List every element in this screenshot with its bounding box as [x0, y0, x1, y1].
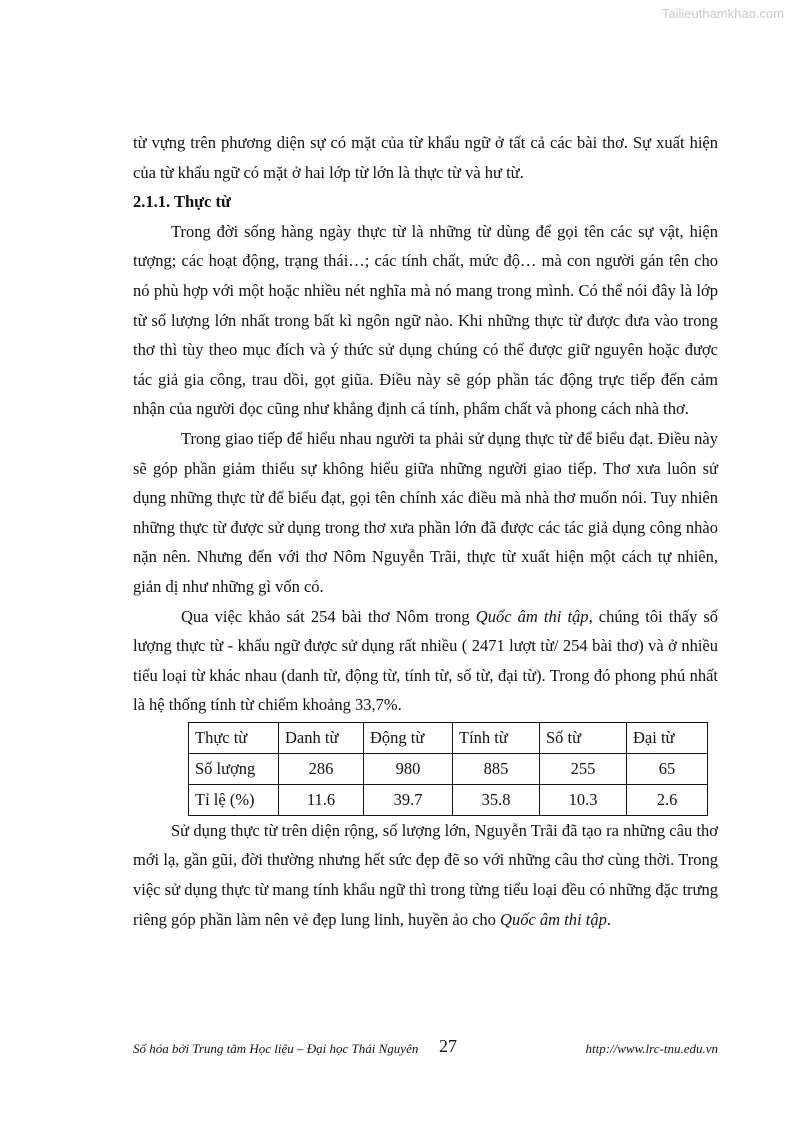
- paragraph-communication: Trong giao tiếp để hiểu nhau người ta phải sử dụng thực từ để biểu đạt. Điều này sẽ góp phần giảm thiểu sự không hiểu giữa những người giao tiếp. Thơ xưa luôn sử dụng những thực từ để biểu đạt, gọi tên chính xác điều mà nhà thơ muốn nói. Tuy nhiên những thực từ được sử dụng trong thơ xưa phần lớn đã được các tác giả dụng công nhào nặn nên. Nhưng đến với thơ Nôm Nguyễn Trãi, thực từ xuất hiện một cách tự nhiên, giản dị như những gì vốn có.: [133, 428, 718, 596]
- footer-digitized-by: Số hóa bởi Trung tâm Học liệu – Đại học Thái Nguyên: [133, 1041, 419, 1056]
- table-row-label: Tỉ lệ (%): [189, 784, 279, 815]
- word-class-table: [188, 722, 708, 816]
- table-cell: 35.8: [453, 784, 540, 815]
- page-number: 27: [439, 1036, 457, 1056]
- table-cell: 2.6: [627, 784, 708, 815]
- table-row-label: Số lượng: [189, 753, 279, 784]
- table-cell: 255: [540, 753, 627, 784]
- table-cell: 65: [627, 753, 708, 784]
- table-header-cell: Động từ: [364, 722, 453, 753]
- table-cell: 980: [364, 753, 453, 784]
- table-cell: 885: [453, 753, 540, 784]
- paragraph-conclusion: [133, 816, 718, 934]
- watermark: Tailieuthamkhao.com: [661, 6, 784, 21]
- paragraph-survey: [133, 602, 718, 720]
- table-row: [189, 753, 708, 784]
- section-heading: 2.1.1. Thực từ: [133, 192, 231, 212]
- survey-text-a: Qua việc khảo sát 254 bài thơ Nôm trong: [181, 606, 476, 626]
- paragraph-intro: từ vựng trên phương diện sự có mặt của từ khẩu ngữ ở tất cả các bài thơ. Sự xuất hiện của từ khẩu ngữ có mặt ở hai lớp từ lớn là thực từ và hư từ.: [133, 133, 718, 182]
- book-title: Quốc âm thi tập: [500, 909, 607, 929]
- footer-url: http://www.lrc-tnu.edu.vn: [585, 1041, 718, 1056]
- table-header-cell: Số từ: [540, 722, 627, 753]
- table-header-cell: Tính từ: [453, 722, 540, 753]
- table-header-cell: Danh từ: [279, 722, 364, 753]
- conclusion-text-b: .: [606, 909, 611, 929]
- table-header-row: [189, 722, 708, 753]
- book-title: Quốc âm thi tập: [475, 606, 589, 626]
- paragraph-definition: Trong đời sống hàng ngày thực từ là những từ dùng để gọi tên các sự vật, hiện tượng; các hoạt động, trạng thái…; các tính chất, mức độ… mà con người gán tên cho nó phù hợp với một hoặc nhiều nét nghĩa mà nó mang trong mình. Có thể nói đây là lớp từ số lượng lớn nhất trong bất kì ngôn ngữ nào. Khi những thực từ được đưa vào trong thơ thì tùy theo mục đích và ý thức sử dụng chúng có thể được giữ nguyên hoặc được tác giả gia công, trau dồi, gọt giũa. Điều này sẽ góp phần tác động trực tiếp đến cảm nhận của người đọc cũng như khẳng định cá tính, phẩm chất và phong cách nhà thơ.: [133, 221, 718, 419]
- table-row: [189, 784, 708, 815]
- conclusion-text-a: Sử dụng thực từ trên diện rộng, số lượng lớn, Nguyễn Trãi đã tạo ra những câu thơ mới lạ, gần gũi, đời thường nhưng hết sức đẹp đẽ so với những câu thơ cùng thời. Trong việc sử dụng thực từ mang tính khẩu ngữ thì trong từng tiểu loại đều có những đặc trưng riêng góp phần làm nên vẻ đẹp lung linh, huyền ảo cho: [133, 820, 718, 929]
- table-cell: 11.6: [279, 784, 364, 815]
- document-body: [133, 128, 718, 934]
- table-header-cell: Thực từ: [189, 722, 279, 753]
- table-header-cell: Đại từ: [627, 722, 708, 753]
- table-cell: 10.3: [540, 784, 627, 815]
- survey-text-b: , chúng tôi thấy số lượng thực từ - khẩu ngữ được sử dụng rất nhiều ( 2471 lượt từ/ 254 bài thơ) và ở nhiều tiểu loại từ khác nhau (danh từ, động từ, tính từ, số từ, đại từ). Trong đó phong phú nhất là hệ thống tính từ chiếm khoảng 33,7%.: [133, 606, 718, 715]
- table-cell: 39.7: [364, 784, 453, 815]
- table-cell: 286: [279, 753, 364, 784]
